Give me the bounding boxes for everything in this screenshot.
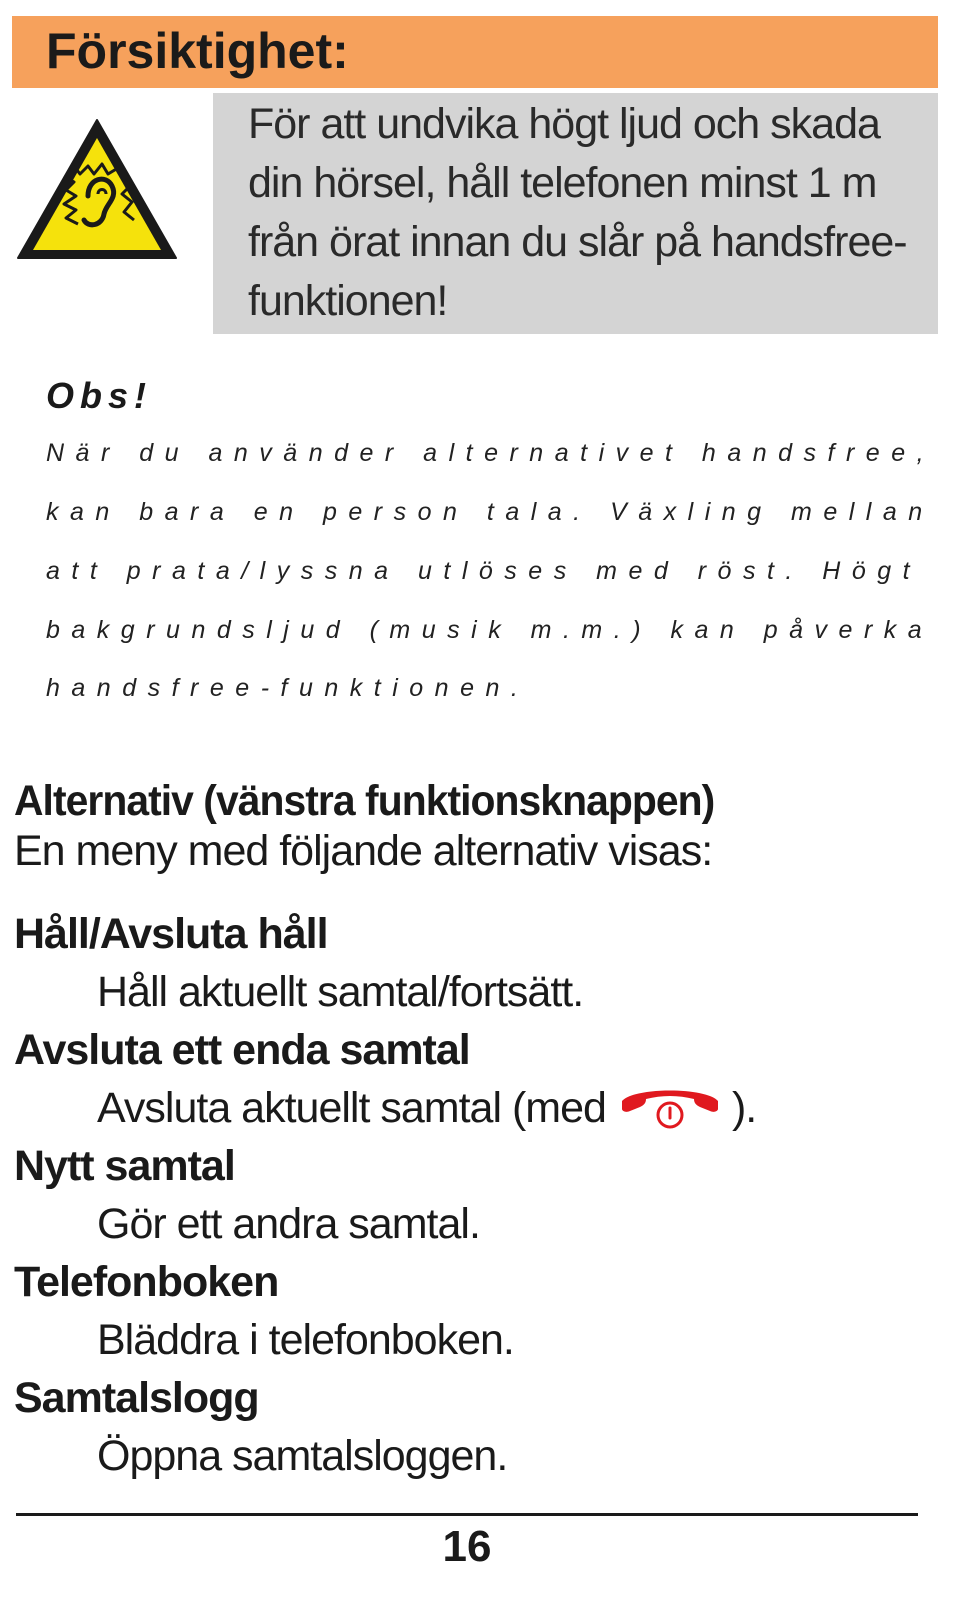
option-title: Nytt samtal xyxy=(14,1142,235,1190)
caution-text: För att undvika högt ljud och skada din hörsel, håll telefonen minst 1 m från örat innan du slår på handsfree- funktionen! xyxy=(248,100,907,325)
option-title: Telefonboken xyxy=(14,1258,279,1306)
option-desc: Bläddra i telefonboken. xyxy=(97,1316,514,1364)
obs-line: bakgrundsljud (musik m.m.) kan påverka xyxy=(46,616,934,644)
option-desc-text: Avsluta aktuellt samtal (med xyxy=(97,1084,606,1132)
obs-line: kan bara en person tala. Växling mellan xyxy=(46,498,934,526)
caution-header xyxy=(12,16,938,88)
end-call-icon xyxy=(614,1083,726,1131)
option-desc-suffix: ). xyxy=(731,1084,757,1132)
option-desc xyxy=(97,1082,756,1135)
option-desc: Gör ett andra samtal. xyxy=(97,1200,480,1248)
caution-title: Försiktighet: xyxy=(46,23,349,79)
option-title: Håll/Avsluta håll xyxy=(14,910,328,958)
obs-line: att prata/lyssna utlöses med röst. Högt xyxy=(46,557,922,585)
option-title: Samtalslogg xyxy=(14,1374,259,1422)
page-number: 16 xyxy=(442,1522,492,1571)
footer-divider xyxy=(16,1513,918,1516)
obs-title: Obs! xyxy=(46,375,153,416)
caution-box xyxy=(213,93,938,334)
obs-line: När du använder alternativet handsfree, xyxy=(46,439,936,467)
option-desc: Håll aktuellt samtal/fortsätt. xyxy=(97,968,584,1016)
option-desc: Öppna samtalsloggen. xyxy=(97,1432,508,1480)
hearing-warning-icon xyxy=(14,116,180,264)
option-title: Avsluta ett enda samtal xyxy=(14,1026,470,1074)
section-subtitle: En meny med följande alternativ visas: xyxy=(14,827,713,875)
obs-line: handsfree-funktionen. xyxy=(46,674,530,702)
section-title: Alternativ (vänstra funktionsknappen) xyxy=(14,777,715,825)
